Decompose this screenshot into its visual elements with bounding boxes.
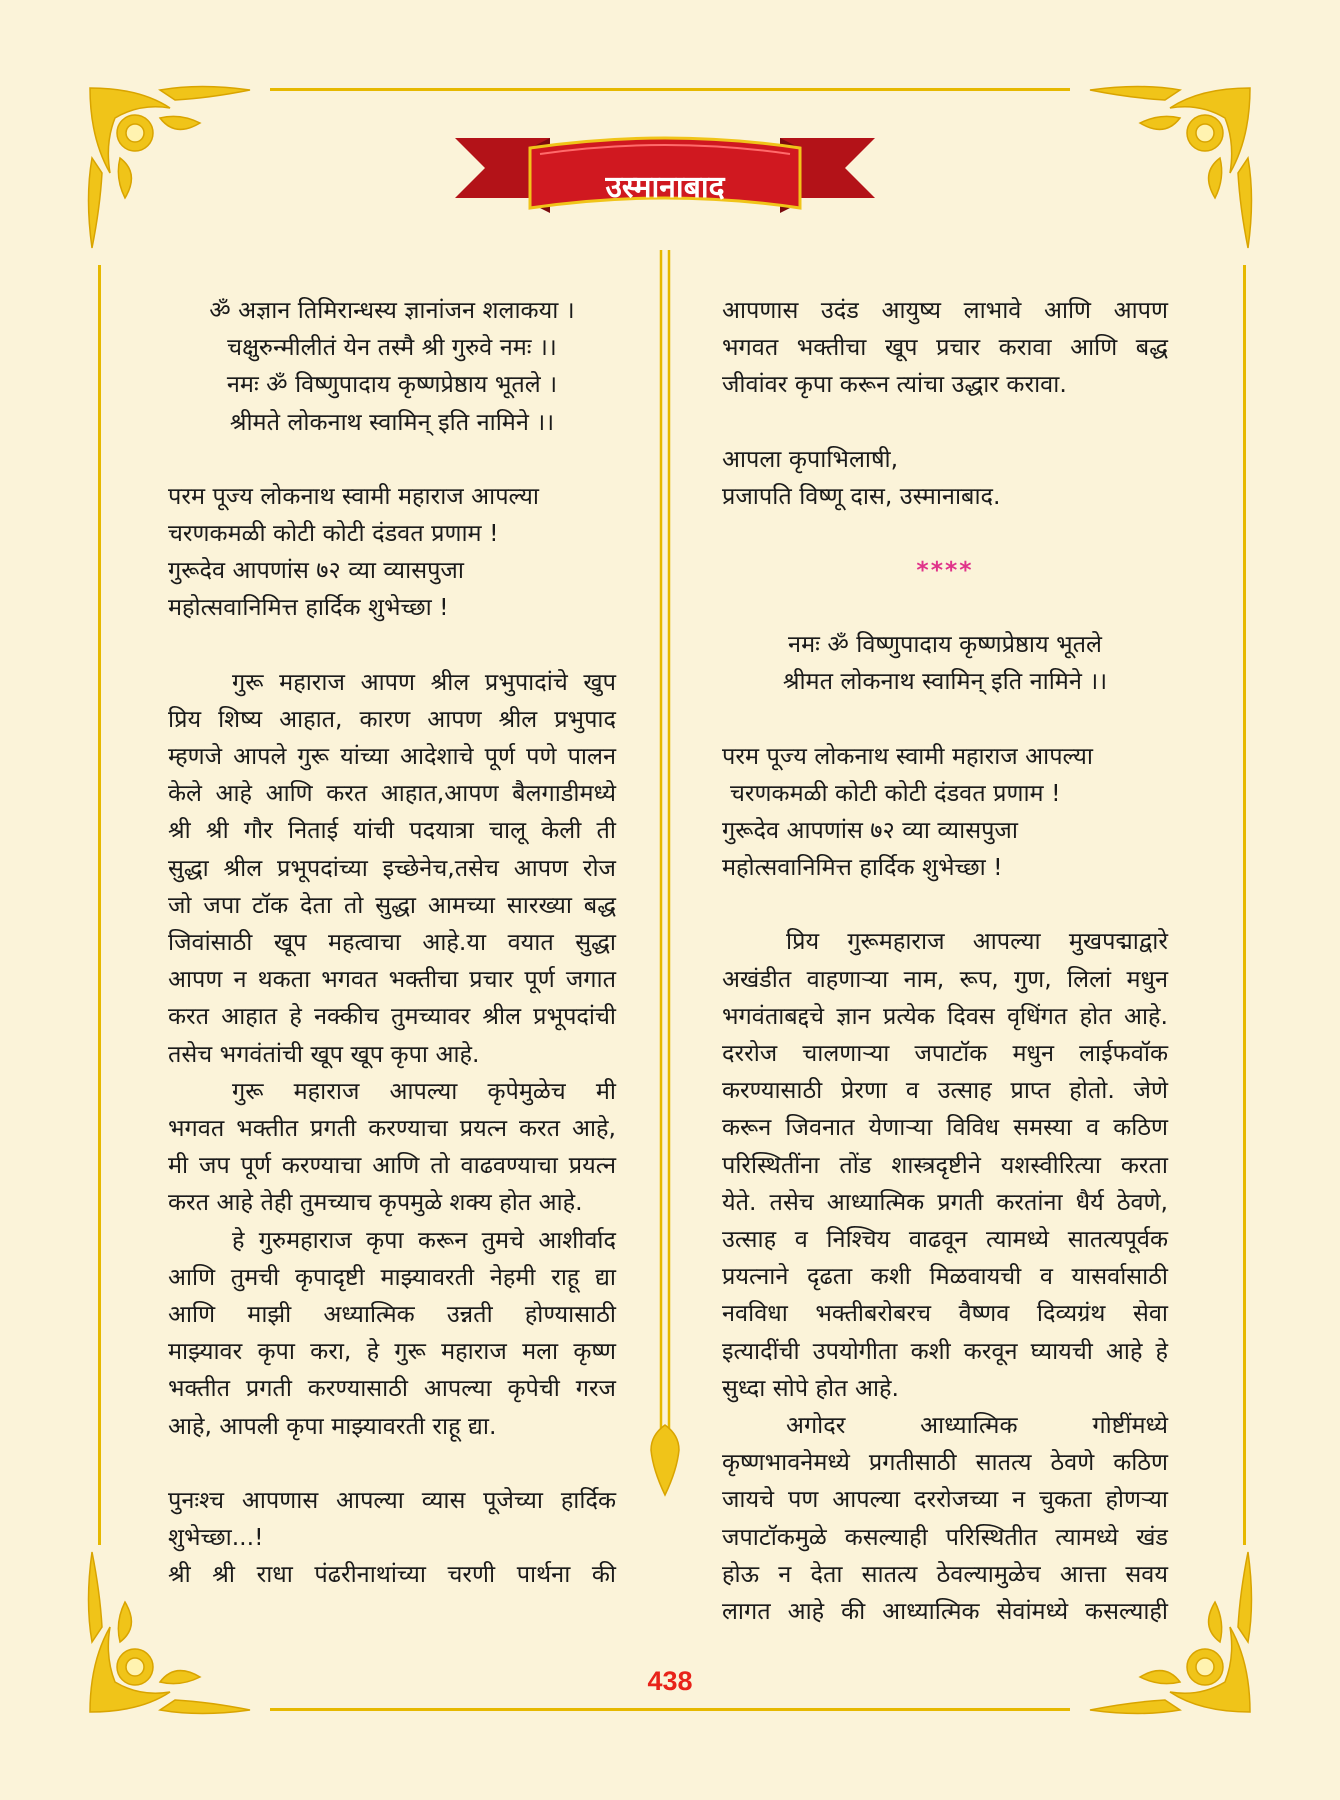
text-line: केले आहे आणि करत आहात,आपण बैलगाडीमध्ये [168,779,616,808]
text-line: हे गुरुमहाराज कृपा करून तुमचे आशीर्वाद [232,1225,616,1254]
text-line: जो जपा टॉक देता तो सुद्धा आमच्या सारख्या बद्ध [168,890,616,919]
text-line: प्रयत्नाने दृढता कशी मिळवायची व यासर्वासाठी [722,1262,1168,1291]
text-line: भगवत भक्तीचा खूप प्रचार करावा आणि बद्ध [722,333,1168,362]
text-line: गुरू महाराज आपल्या कृपेमुळेच मी [232,1076,616,1105]
text-line: श्री श्री गौर निताई यांची पदयात्रा चालू केली ती [168,816,616,845]
text-line: आहे, आपली कृपा माझ्यावरती राहू द्या. [168,1411,497,1440]
page-number: 438 [647,1666,693,1696]
right-column [722,292,1168,1630]
paragraph [168,1482,616,1594]
verse-line: श्रीमते लोकनाथ स्वामिन् इति नामिने ।। [229,407,555,436]
text-line: तसेच भगवंतांची खूप खूप कृपा आहे. [168,1039,480,1068]
greeting [722,738,1168,887]
text-line: माझ्यावर कृपा करा, हे गुरू महाराज मला कृष्ण [168,1337,616,1366]
text-line: लागत आहे की आध्यात्मिक सेवांमध्ये कसल्याही [722,1597,1168,1626]
text-line: करत आहे तेही तुमच्याच कृपमुळे शक्य होत आहे. [168,1188,583,1217]
verse-line: श्रीमत लोकनाथ स्वामिन् इति नामिने ।। [782,667,1108,696]
text-line: आणि तुमची कृपादृष्टी माझ्यावरती नेहमी राहू द्या [168,1262,616,1291]
text-line: चरणकमळी कोटी कोटी दंडवत प्रणाम ! [730,778,1061,807]
verse-line: ॐ अज्ञान तिमिरान्धस्य ज्ञानांजन शलाकया । [209,296,575,324]
text-line: करण्यासाठी प्रेरणा व उत्साह प्राप्त होतो. जेणे [722,1076,1168,1105]
border-right-line [1243,265,1246,1545]
invocation-verse [722,626,1168,700]
text-line: गुरूदेव आपणांस ७२ व्या व्यासपुजा [168,556,464,585]
border-top-line [270,88,1070,91]
text-line: चरणकमळी कोटी कोटी दंडवत प्रणाम ! [168,519,499,548]
text-line: महोत्सवानिमित्त हार्दिक शुभेच्छा ! [168,593,449,622]
separator-stars: **** [916,556,974,585]
column-divider [645,250,685,1610]
verse-line: नमः ॐ विष्णुपादाय कृष्णप्रेष्ठाय भूतले । [226,370,558,399]
paragraph [722,292,1168,404]
text-line: अगोदर आध्यात्मिक गोष्टींमध्ये [786,1411,1168,1440]
text-line: भगवंताबद्दचे ज्ञान प्रत्येक दिवस वृधिंगत होत आहे. [722,1001,1168,1030]
corner-ornament-top-left [80,78,255,253]
paragraph [168,664,616,1073]
text-line: भगवत भक्तीत प्रगती करण्याचा प्रयत्न करत आहे, [168,1114,616,1143]
paragraph [722,1407,1168,1630]
text-line: कृष्णभावनेमध्ये प्रगतीसाठी सातत्य ठेवणे कठिण [722,1448,1168,1477]
text-line: येते. तसेच आध्यात्मिक प्रगती करतांना धैर्य ठेवणे, [722,1187,1168,1216]
verse-line: चक्षुरुन्मीलीतं येन तस्मै श्री गुरुवे नमः ।। [227,333,557,362]
text-line: जिवांसाठी खूप महत्वाचा आहे.या वयात सुद्धा [168,928,616,957]
signature [722,441,1168,515]
text-line: गुरूदेव आपणांस ७२ व्या व्यासपुजा [722,816,1018,845]
border-bottom-line [270,1708,1070,1711]
text-line: नवविधा भक्तीबरोबरच वैष्णव दिव्यग्रंथ सेवा [722,1299,1168,1328]
text-line: मी जप पूर्ण करण्याचा आणि तो वाढवण्याचा प्रयत्न [168,1151,616,1180]
text-line: उत्साह व निश्चिय वाढवून त्यामध्ये सातत्यपूर्वक [722,1225,1168,1254]
text-line: श्री श्री राधा पंढरीनाथांच्या चरणी पार्थना की [168,1560,616,1589]
text-line: प्रिय शिष्य आहात, कारण आपण श्रील प्रभुपाद [168,704,616,733]
text-line: महोत्सवानिमित्त हार्दिक शुभेच्छा ! [722,853,1003,882]
text-line: करून जिवनात येणाऱ्या विविध समस्या व कठिण [722,1113,1168,1142]
text-line: जपाटॉकमुळे कसल्याही परिस्थितीत त्यामध्ये खंड [722,1522,1168,1551]
text-line: दररोज चालणाऱ्या जपाटॉक मधुन लाईफवॉक [722,1039,1168,1068]
text-line: भक्तीत प्रगती करण्यासाठी आपल्या कृपेची गरज [168,1374,616,1403]
text-line: इत्यादींची उपयोगीता कशी करवून घ्यायची आहे हे [722,1336,1168,1365]
verse-line: नमः ॐ विष्णुपादाय कृष्णप्रेष्ठाय भूतले [788,630,1102,659]
text-line: प्रिय गुरूमहाराज आपल्या मुखपद्माद्वारे [786,927,1168,956]
invocation-verse [168,292,616,441]
paragraph [168,1222,616,1445]
text-line: म्हणजे आपले गुरू यांच्या आदेशाचे पूर्ण पणे पालन [168,742,616,771]
text-line: परिस्थितींना तोंड शास्त्रदृष्टीने यशस्वीरित्या करता [722,1150,1168,1179]
paragraph [168,1073,616,1222]
text-line: अखंडीत वाहणाऱ्या नाम, रूप, गुण, लिलां मधुन [722,964,1168,993]
text-line: पुनःश्च आपणास आपल्या व्यास पूजेच्या हार्दिक [168,1485,616,1514]
text-line: सुद्धा श्रील प्रभूपदांच्या इच्छेनेच,तसेच आपण रोज [168,853,616,882]
text-line: करत आहात हे नक्कीच तुमच्यावर श्रील प्रभूपदांची [168,1002,616,1031]
text-line: आपला कृपाभिलाषी, [722,444,899,473]
border-left-line [98,265,101,1545]
greeting [168,478,616,627]
text-line: जायचे पण आपल्या दररोजच्या न चुकता होणऱ्या [722,1485,1168,1514]
text-line: होऊ न देता सातत्य ठेवल्यामुळेच आत्ता सवय [722,1559,1168,1588]
text-line: गुरू महाराज आपण श्रील प्रभुपादांचे खुप [232,667,616,696]
left-column [168,292,616,1594]
text-line: आपणास उदंड आयुष्य लाभावे आणि आपण [722,296,1168,324]
text-line: जीवांवर कृपा करून त्यांचा उद्धार करावा. [722,370,1067,399]
page-title: उस्मानाबाद [605,169,725,205]
text-line: शुभेच्छा...! [168,1523,264,1552]
paragraph [722,923,1168,1407]
text-line: परम पूज्य लोकनाथ स्वामी महाराज आपल्या [168,481,540,510]
text-line: आणि माझी अध्यात्मिक उन्नती होण्यासाठी [168,1300,616,1329]
text-line: सुध्दा सोपे होत आहे. [722,1373,899,1402]
text-line: प्रजापति विष्णू दास, उस्मानाबाद. [722,481,1001,510]
corner-ornament-top-right [1085,78,1260,253]
text-line: आपण न थकता भगवत भक्तीचा प्रचार पूर्ण जगात [168,965,616,994]
text-line: परम पूज्य लोकनाथ स्वामी महाराज आपल्या [722,741,1094,770]
